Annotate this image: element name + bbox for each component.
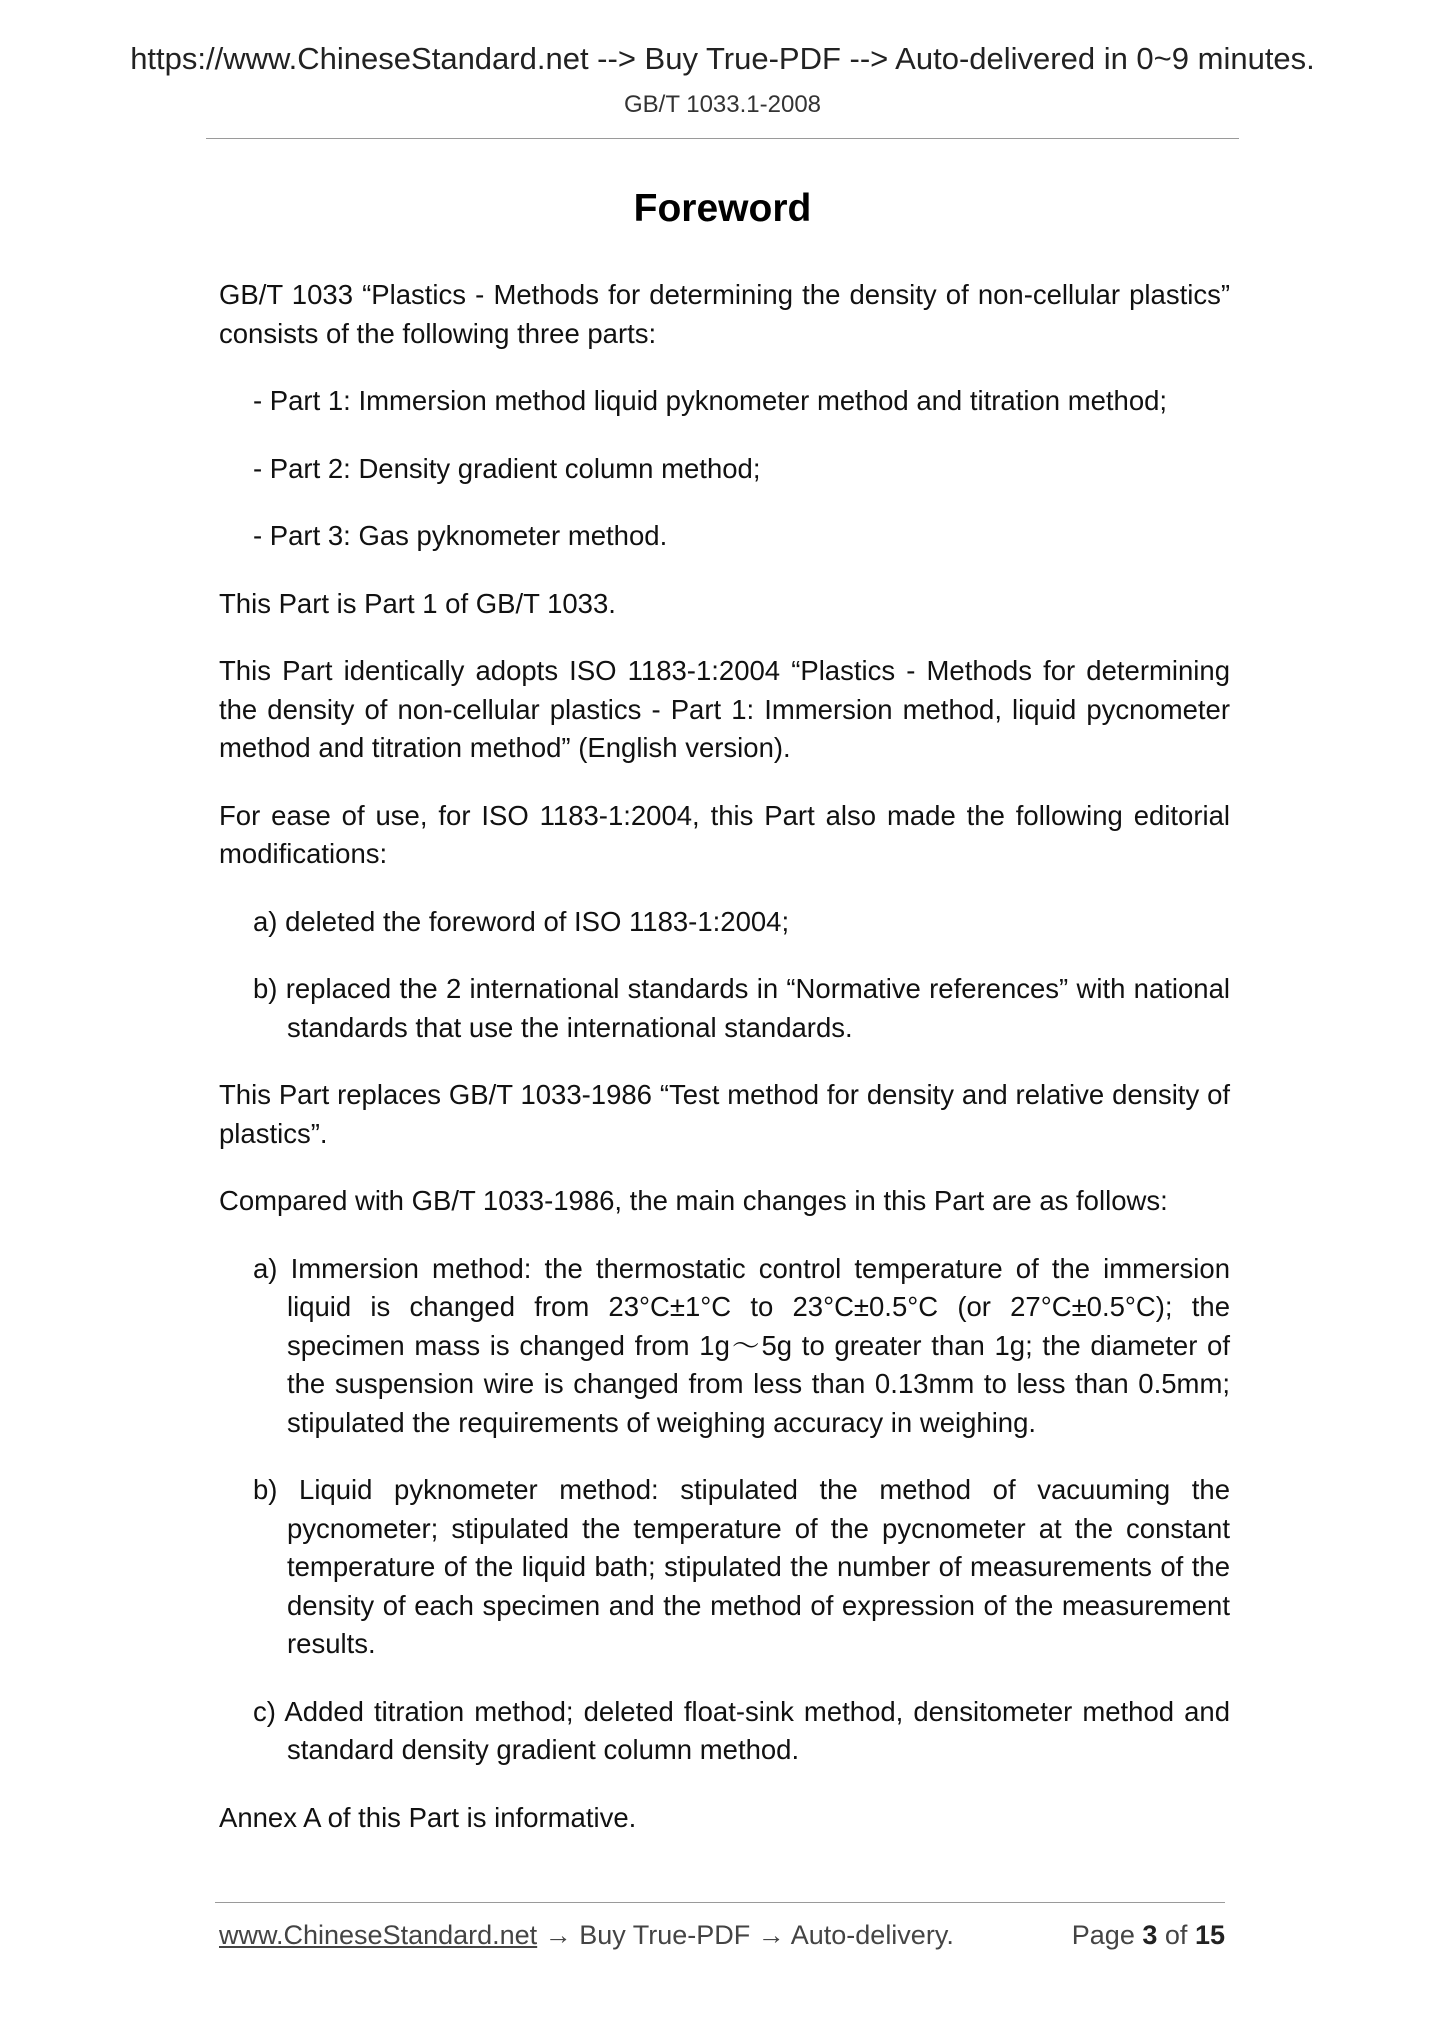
changes-intro: Compared with GB/T 1033-1986, the main changes in this Part are as follows: bbox=[219, 1185, 1168, 1216]
page-title: Foreword bbox=[633, 187, 812, 230]
replaces-paragraph: This Part replaces GB/T 1033-1986 “Test method for density and relative density of plastics”. bbox=[219, 1079, 1230, 1149]
intro-paragraph: GB/T 1033 “Plastics - Methods for determining the density of non-cellular plastics” consists of the following three parts: bbox=[219, 279, 1230, 349]
page-total: 15 bbox=[1194, 1920, 1225, 1950]
standard-code: GB/T 1033.1-2008 bbox=[623, 91, 822, 118]
annex-note: Annex A of this Part is informative. bbox=[219, 1801, 637, 1833]
page-indicator bbox=[1072, 1918, 1225, 1952]
parts-list-item: - Part 3: Gas pyknometer method. bbox=[253, 520, 668, 551]
document-body bbox=[219, 276, 1230, 1866]
changes-list-item: c) Added titration method; deleted float-sink method, densitometer method and standard density gradient column method. bbox=[253, 1695, 1230, 1765]
footer-divider bbox=[215, 1902, 1225, 1903]
editorial-list-item: b) replaced the 2 international standards in “Normative references” with national standards that use the international standards. bbox=[253, 973, 1230, 1043]
editorial-list-item: a) deleted the foreword of ISO 1183-1:2004; bbox=[253, 905, 790, 937]
page-label: Page bbox=[1071, 1920, 1135, 1950]
part-statement: This Part is Part 1 of GB/T 1033. bbox=[219, 587, 616, 619]
changes-list-item: b) Liquid pyknometer method: stipulated the method of vacuuming the pycnometer; stipulated the temperature of the pycnometer at the constant temperature of the liquid bath; stipulated the number of measurements of the density of each specimen and the method of expression of the measurement results. bbox=[253, 1474, 1230, 1659]
editorial-intro: For ease of use, for ISO 1183-1:2004, this Part also made the following editorial modifications: bbox=[219, 799, 1230, 869]
footer-tagline: → Buy True-PDF → Auto-delivery. bbox=[537, 1920, 954, 1950]
header-divider bbox=[206, 138, 1239, 139]
parts-list-item: - Part 2: Density gradient column method; bbox=[253, 452, 761, 484]
changes-list-item: a) Immersion method: the thermostatic control temperature of the immersion liquid is changed from 23°C±1°C to 23°C±0.5°C (or 27°C±0.5°C); the specimen mass is changed from 1g～5g to greater than 1g; the diameter of the suspension wire is changed from less than 0.13mm to less than 0.5mm; stipulated the requirements of weighing accuracy in weighing. bbox=[253, 1252, 1230, 1438]
site-link[interactable]: www.ChineseStandard.net bbox=[219, 1920, 538, 1950]
page-current: 3 bbox=[1142, 1920, 1158, 1950]
top-banner: https://www.ChineseStandard.net --> Buy True-PDF --> Auto-delivered in 0~9 minutes. bbox=[130, 41, 1315, 76]
parts-list-item: - Part 1: Immersion method liquid pyknometer method and titration method; bbox=[253, 385, 1168, 416]
page-of-label: of bbox=[1164, 1920, 1188, 1950]
adoption-paragraph: This Part identically adopts ISO 1183-1:2004 “Plastics - Methods for determining the density of non-cellular plastics - Part 1: Immersion method, liquid pycnometer method and titration method” (English version). bbox=[219, 655, 1230, 763]
footer-left bbox=[219, 1920, 954, 1950]
page-footer bbox=[219, 1918, 1225, 1952]
